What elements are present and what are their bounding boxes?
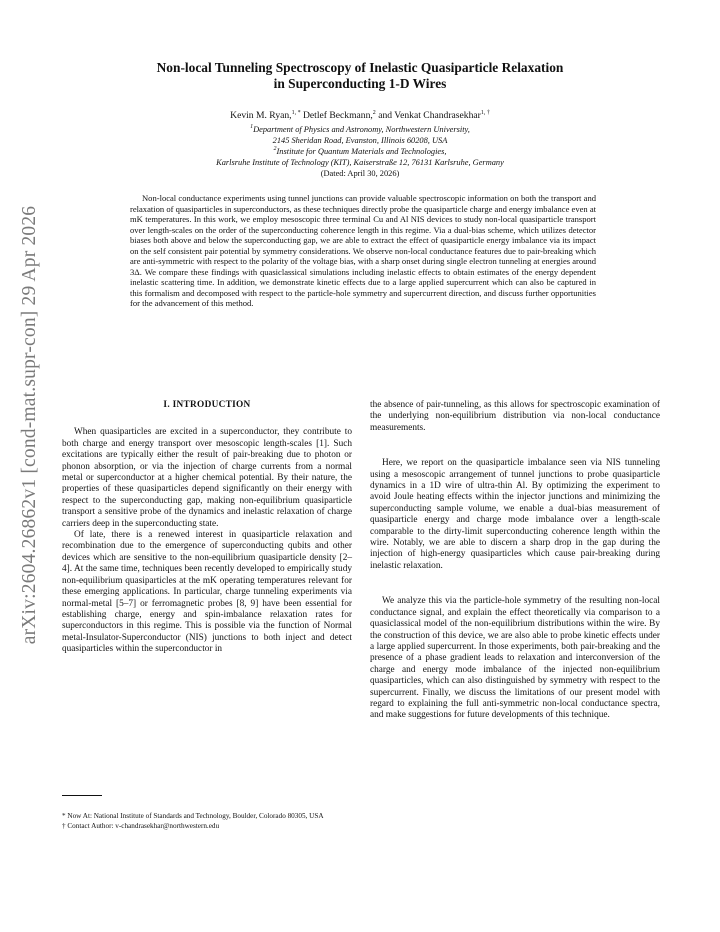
arxiv-sidebar — [10, 190, 50, 660]
paragraph-gap — [370, 434, 660, 446]
affiliation-text: Department of Physics and Astronomy, Northwestern University, — [253, 125, 470, 134]
affiliation-mark: 2 — [273, 146, 277, 153]
dated-line: (Dated: April 30, 2026) — [320, 169, 400, 178]
author-name: and Venkat Chandrasekhar — [378, 110, 481, 121]
affiliation-text: Karlsruhe Institute of Technology (KIT), Kaiserstraße 12, 76131 Karlsruhe, Germany — [216, 158, 504, 167]
affiliation-line — [90, 124, 630, 135]
paragraph-gap — [370, 446, 660, 458]
affiliation-text: Institute for Quantum Materials and Technologies, — [276, 147, 447, 156]
title-line-1: Non-local Tunneling Spectroscopy of Inelastic Quasiparticle Relaxation — [156, 60, 564, 75]
arxiv-identifier[interactable]: arXiv:2604.26862v1 [cond-mat.supr-con] 29 Apr 2026 — [19, 205, 40, 645]
paragraph: We analyze this via the particle-hole symmetry of the resulting non-local conductance signal, and explain the effect theoretically via comparison to a quasiclassical model of the non-equilibrium distributions within the wire. By the construction of this device, we are also able to probe kinetic effects under a large applied supercurrent. In those experiments, both pair-breaking and the presence of a phase gradient leads to relaxation and interconversion of the charge and energy mode imbalance of the injected non-equilibrium quasiparticles, which can also distinguished by symmetry with respect to the supercurrent. Finally, we discuss the limitations of our present model with regard to explaining the full anti-symmetric non-local conductance spectra, and make suggestions for future developments of this technique. — [370, 596, 660, 721]
author-list — [90, 110, 630, 122]
paragraph: the absence of pair-tunneling, as this allows for spectroscopic examination of the underlying non-equilibrium distribution via non-local conductance measurements. — [370, 400, 660, 433]
paragraph: Of late, there is a renewed interest in quasiparticle relaxation and recombination due to the emergence of superconducting qubits and other devices which are sensitive to the non-equilibrium quasiparticle density [2–4]. At the same time, techniques been recently developed to empirically study non-equilibrium quasiparticles at the mK operating temperatures relevant for these emerging applications. In particular, charge tunneling experiments via normal-metal [5–7] or ferromagnetic probes [8, 9] have been essential for establishing charge, energy and spin-imbalance relaxation rates for superconductors in this regime. This is possible via the function of Normal metal-Insulator-Superconductor (NIS) junctions to both inject and detect quasiparticles within the superconductor in — [62, 530, 352, 655]
footnote: * Now At: National Institute of Standards and Technology, Boulder, Colorado 80305, USA — [62, 812, 324, 820]
paragraph: Here, we report on the quasiparticle imbalance seen via NIS tunneling using a mesoscopic arrangement of tunnel junctions to probe quasiparticle dynamics in a 1D wire of ultra-thin Al. By optimizing the experiment to avoid Joule heating effects within the injector junctions and minimizing the superconducting sample volume, we enable a dual-bias measurement of quasiparticle energy and charge mode imbalance over a length-scale comparable to the dirty-limit superconducting coherence length within the wire. Notably, we are able to discern a sharp drop in the gap during the injection of high-energy quasiparticles which cause pair-breaking during inelastic relaxation. — [370, 458, 660, 571]
footnotes — [62, 812, 354, 832]
affiliation-line — [90, 146, 630, 157]
author-marks: 1, † — [480, 109, 490, 116]
footnote-rule — [62, 795, 102, 796]
right-column — [370, 400, 660, 722]
affiliations — [90, 124, 630, 179]
affiliation-line — [90, 157, 630, 168]
paragraph: When quasiparticles are excited in a superconductor, they contribute to both charge and energy transport over mesoscopic length-scales [1]. Such excitations are typically either the result of pair-breaking due to photon or phonon absorption, or via the injection of charge currents from a normal metal or superconductor at a higher chemical potential. By their nature, the properties of these quasiparticles depend significantly on their energy with respect to the superconducting gap, making non-equilibrium quasiparticle transport a sensitive probe of the dynamics and inelastic relaxation of charge carriers deep in the superconducting state. — [62, 427, 352, 529]
left-column — [62, 400, 352, 656]
affiliation-line — [90, 135, 630, 146]
title-line-2: in Superconducting 1-D Wires — [273, 76, 447, 91]
footnote: † Contact Author: v-chandrasekhar@northwestern.edu — [62, 822, 220, 830]
paragraph-gap — [370, 572, 660, 584]
section-heading: I. INTRODUCTION — [163, 400, 251, 410]
paper-title — [100, 60, 620, 92]
author-name: Detlef Beckmann, — [302, 110, 373, 121]
author-marks: 1, * — [291, 109, 301, 116]
author-marks: 2 — [372, 109, 376, 116]
paragraph-gap — [370, 584, 660, 596]
affiliation-mark: 1 — [250, 124, 254, 131]
author-name: Kevin M. Ryan, — [230, 110, 292, 121]
abstract: Non-local conductance experiments using tunnel junctions can provide valuable spectroscopic information on both the transport and relaxation of quasiparticles in superconductors, as these techniques directly probe the quasiparticle charge and energy imbalance even at mK temperatures. In this work, we employ mesoscopic three terminal Cu and Al NIS devices to study non-local quasiparticle transport over length-scales on the order of the superconducting coherence length in this regime. Via a dual-bias scheme, which utilizes detector biases both above and below the superconducting gap, we are able to extract the effect of quasiparticle energy imbalance via its impact on the self consistent pair potential by symmetry considerations. We observe non-local conductance features due to pair-breaking which are anti-symmetric with respect to the polarity of the voltage bias, with a sharp onset during single electron tunneling at energies around 3Δ. We compare these findings with quasiclassical simulations including inelastic effects to obtain estimates of the energy dependent inelastic scattering time. In addition, we demonstrate kinetic effects due to a large applied supercurrent which can also be captured in this formalism and decomposed with respect to the particle-hole symmetry and supercurrent direction, and discuss further opportunities for the advancement of this method. — [130, 193, 596, 309]
affiliation-text: 2145 Sheridan Road, Evanston, Illinois 60208, USA — [272, 136, 448, 145]
